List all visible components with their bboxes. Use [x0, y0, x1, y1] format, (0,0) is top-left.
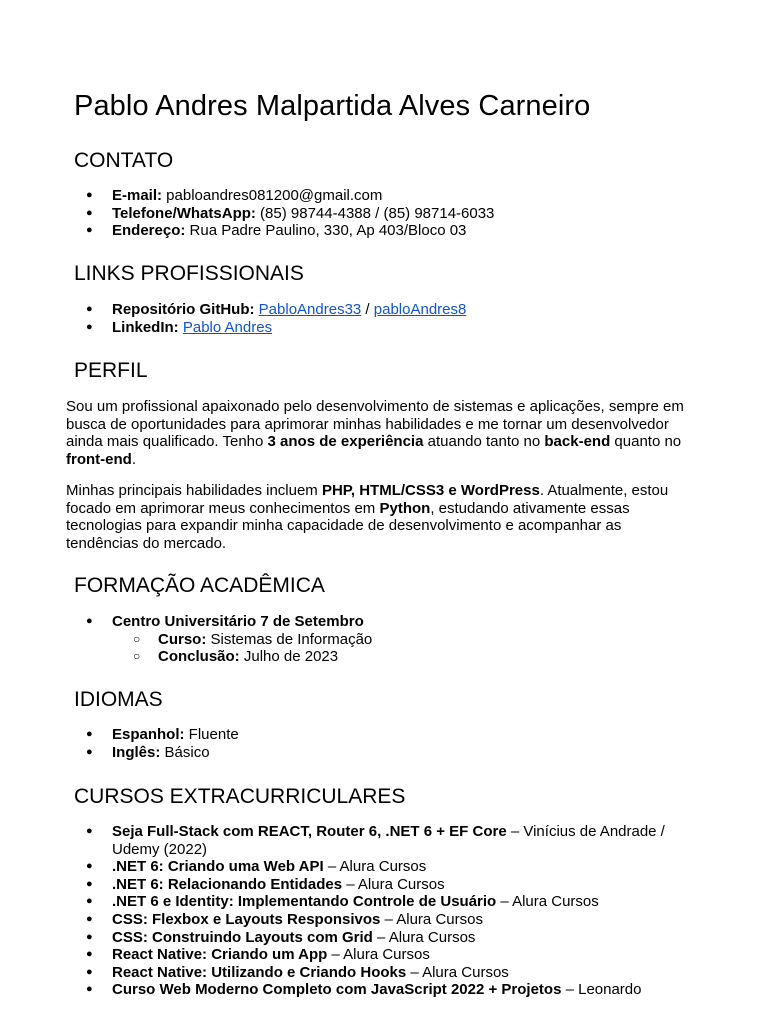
conclusao-label: Conclusão:	[158, 648, 240, 666]
curso-item	[66, 929, 702, 947]
curso-item	[66, 946, 702, 964]
curso-title: React Native: Criando um App	[112, 946, 328, 964]
address-label: Endereço:	[112, 222, 186, 240]
cursos-list	[66, 823, 702, 999]
curso-title: .NET 6: Relacionando Entidades	[112, 875, 343, 893]
section-heading-idiomas: IDIOMAS	[74, 688, 163, 711]
links-linkedin	[66, 319, 466, 337]
conclusao-value: Julho de 2023	[239, 648, 339, 666]
contact-phone	[66, 205, 494, 223]
perfil-p1-text: quanto no	[610, 433, 682, 451]
section-heading-cursos: CURSOS EXTRACURRICULARES	[74, 785, 406, 808]
curso-title: CSS: Construindo Layouts com Grid	[112, 928, 373, 946]
email-label: E-mail:	[112, 187, 163, 204]
contact-address	[66, 222, 494, 240]
curso-item	[66, 964, 702, 982]
perfil-p1-backend: back-end	[544, 433, 611, 451]
curso-item	[66, 823, 702, 858]
perfil-p2-text: Minhas principais habilidades incluem	[66, 482, 322, 499]
perfil-p1-text: atuando tanto no	[423, 433, 545, 451]
phone-value: (85) 98744-4388 / (85) 98714-6033	[255, 204, 495, 222]
perfil-paragraph-1	[66, 398, 696, 468]
curso-source: – Alura Cursos	[327, 946, 430, 964]
curso-source: – Vinícius de Andrade / Udemy (2022)	[112, 823, 665, 858]
curso-item	[66, 858, 702, 876]
curso-source: – Alura Cursos	[406, 963, 509, 981]
linkedin-link[interactable]: Pablo Andres	[182, 318, 273, 336]
curso-value: Sistemas de Informação	[206, 630, 373, 648]
curso-label: Curso:	[158, 630, 207, 648]
idiomas-list	[66, 726, 239, 761]
institution-name: Centro Universitário 7 de Setembro	[112, 613, 364, 630]
curso-source: – Alura Cursos	[496, 893, 599, 911]
links-github	[66, 301, 466, 319]
resume-name: Pablo Andres Malpartida Alves Carneiro	[74, 90, 591, 122]
section-heading-links: LINKS PROFISSIONAIS	[74, 262, 304, 285]
idioma-label: Espanhol:	[112, 726, 185, 743]
github-label: Repositório GitHub:	[112, 301, 255, 318]
curso-item	[66, 893, 702, 911]
github-link-pabloandres33[interactable]: PabloAndres33	[258, 301, 362, 318]
idioma-label: Inglês:	[112, 743, 161, 761]
idioma-level: Básico	[160, 743, 210, 761]
perfil-p1-text: .	[131, 450, 136, 468]
section-heading-formacao: FORMAÇÃO ACADÊMICA	[74, 574, 325, 597]
perfil-p1-experience: 3 anos de experiência	[267, 433, 424, 451]
curso-title: Curso Web Moderno Completo com JavaScript 2022 + Projetos	[112, 981, 562, 999]
perfil-p2-skills: PHP, HTML/CSS3 e WordPress	[321, 482, 540, 499]
curso-title: CSS: Flexbox e Layouts Responsivos	[112, 910, 381, 928]
section-heading-perfil: PERFIL	[74, 359, 148, 382]
formacao-details	[112, 631, 372, 666]
perfil-p2-python: Python	[379, 499, 431, 517]
curso-title: Seja Full-Stack com REACT, Router 6, .NET 6 + EF Core	[112, 823, 507, 840]
perfil-p2-text: . Atualmente, estou focado em aprimorar meus conhecimentos em	[66, 482, 669, 517]
idioma-item	[66, 726, 239, 744]
curso-title: .NET 6: Criando uma Web API	[112, 858, 324, 876]
formacao-list	[66, 613, 372, 666]
formacao-curso	[112, 631, 372, 649]
section-heading-contato: CONTATO	[74, 149, 174, 172]
curso-source: – Alura Cursos	[372, 928, 476, 946]
curso-source: – Alura Cursos	[342, 875, 445, 893]
email-value[interactable]: pabloandres081200@gmail.com	[162, 187, 383, 204]
curso-title: .NET 6 e Identity: Implementando Controle de Usuário	[112, 893, 497, 911]
idioma-item	[66, 744, 239, 762]
perfil-p2-text: , estudando ativamente essas tecnologias para expandir minha capacidade de desenvolvimento e acompanhar as tendências do mercado.	[66, 499, 630, 552]
github-link-pabloandres8[interactable]: pabloAndres8	[373, 301, 467, 318]
phone-label: Telefone/WhatsApp:	[112, 204, 256, 222]
curso-item	[66, 981, 702, 999]
curso-source: – Alura Cursos	[380, 910, 483, 928]
curso-item	[66, 876, 702, 894]
github-separator: /	[361, 301, 374, 318]
links-list	[66, 301, 466, 336]
curso-source: – Alura Cursos	[323, 858, 427, 876]
contact-list	[66, 187, 494, 240]
formacao-conclusao	[112, 648, 372, 666]
formacao-institution	[66, 613, 372, 666]
perfil-p1-text: Sou um profissional apaixonado pelo desenvolvimento de sistemas e aplicações, sempre em busca de oportunidades para aprimorar minhas habilidades e me tornar um desenvolvedor ainda mais qualificado. Tenho	[66, 398, 684, 451]
perfil-p1-frontend: front-end	[66, 450, 132, 468]
address-value: Rua Padre Paulino, 330, Ap 403/Bloco 03	[185, 222, 467, 240]
linkedin-label: LinkedIn:	[112, 318, 179, 336]
perfil-paragraph-2	[66, 482, 696, 552]
contact-email	[66, 187, 494, 205]
curso-item	[66, 911, 702, 929]
idioma-level: Fluente	[184, 726, 239, 743]
curso-title: React Native: Utilizando e Criando Hooks	[112, 963, 407, 981]
curso-source: – Leonardo	[561, 981, 642, 999]
